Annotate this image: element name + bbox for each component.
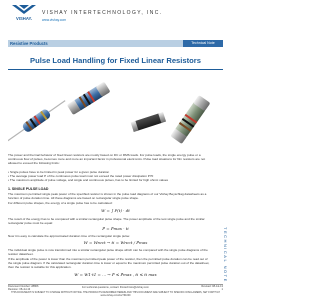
doc-type-label: Technical Note — [183, 40, 223, 47]
title-divider — [8, 69, 223, 70]
category-bar — [8, 40, 223, 47]
section-paragraph: For different pulse shapes, the energy of a single pulse has to be calculated: — [8, 201, 113, 205]
page-number: 1 — [221, 288, 223, 291]
svg-text:VISHAY.: VISHAY. — [16, 16, 32, 21]
technical-note-side-label: TECHNICAL NOTE — [223, 227, 228, 283]
bullet-item: • Single pulses have to be limited in peak power for a given pulse duration — [8, 170, 110, 174]
duration-formula: W = Wrect → ti = Wrect / P̂max — [83, 240, 148, 245]
power-formula: P̂ = P̂max · ti — [102, 226, 129, 231]
category-label: Resistive Products — [10, 41, 48, 46]
bullet-text: Single pulses have to be limited in peak power for a given pulse duration — [9, 170, 110, 174]
footer-divider — [8, 284, 223, 285]
bullet-item: • The maximum amplitude of pulse voltage, and single and continuous pulses, has to be limited for high ohmic values — [8, 178, 169, 182]
revised-date: Revised: 08-Jul-13 — [201, 285, 223, 288]
section-paragraph: The maximum permitted single peak power of the specified resistor is shown in the pulse load diagrams of our Vishay Beyschlag datasheets as a function of pulse duration time. All these diagrams are based on rectangular single pulse shape. — [8, 192, 207, 201]
vishay-logo — [9, 5, 39, 21]
contact-line[interactable]: For technical questions, contact: filmtechnics@vishay.com — [82, 286, 149, 289]
large-melf-resistor-image — [170, 95, 210, 144]
document-number: Document Number: 28806 — [8, 285, 39, 288]
energy-formula: W = ∫ P(t) · dt — [101, 208, 130, 213]
section-heading: 1. SINGLE PULSE LOAD — [8, 187, 49, 191]
section-paragraph: If the amplitude of the power is lower than the maximum permitted peak power of the resistor, then the permitted pulse duration can be read out of the single pulse diagram. If the calculated rectangular duration time is lower or equal to the maximum permitted pulse duration out of the datasheet, then the resistor is suitable for this application. — [8, 257, 210, 270]
bullet-text: The average power load P of the continuous pulse load must not exceed the rated power dissipation P70 — [9, 174, 154, 178]
melf-resistor-image — [67, 82, 111, 115]
resistor-photos — [8, 80, 223, 150]
bullet-item: • The average power load P of the continuous pulse load must not exceed the rated power dissipation P70 — [8, 174, 154, 178]
leaded-resistor-image — [8, 96, 68, 144]
disclaimer-text: THIS DOCUMENT IS SUBJECT TO CHANGE WITHOUT NOTICE. THE PRODUCTS DESCRIBED HEREIN AND THIS DOCUMENT ARE SUBJECT TO SPECIFIC DISCLAIMERS, SET FORTH AT www.vishay.com/doc?91000 — [11, 291, 220, 297]
section-paragraph: The result of the energy has to be compared with a similar rectangular pulse shape. The power amplitude of the test single pulse and the similar rectangular pulse must be equal: — [8, 217, 205, 226]
company-name: VISHAY INTERTECHNOLOGY, INC. — [42, 10, 163, 16]
comparison-formula: W = W1·t1 = ... → P̂ ≤ P̂max , ti ≤ ti max — [74, 272, 157, 277]
revision-date: Revision: 08-Jul-13 — [8, 288, 31, 291]
bullet-text: The maximum amplitude of pulse voltage, and single and continuous pulses, has to be limited for high ohmic values — [9, 178, 169, 182]
chip-resistor-image — [131, 112, 166, 132]
page-title: Pulse Load Handling for Fixed Linear Resistors — [30, 56, 201, 65]
intro-paragraph: The power and thermal behavior of fixed linear resistors are mostly based on DC or RMS loads. For pulse loads, the single energy pulse or a continuous flow of pulses, becomes more and more an important factor in professional electronics. Pulse load situations for film resistors are not allowed to exceed the following limits: — [8, 153, 206, 166]
website-link[interactable]: www.vishay.com — [42, 18, 67, 22]
section-paragraph: The individual single pulse is now transformed into a similar rectangular pulse shape which can be compared with the single pulse diagrams of the resistor datasheet. — [8, 248, 208, 257]
section-paragraph: Now it is easy to calculate the approximated duration time of the rectangular single pulse: — [8, 234, 131, 238]
